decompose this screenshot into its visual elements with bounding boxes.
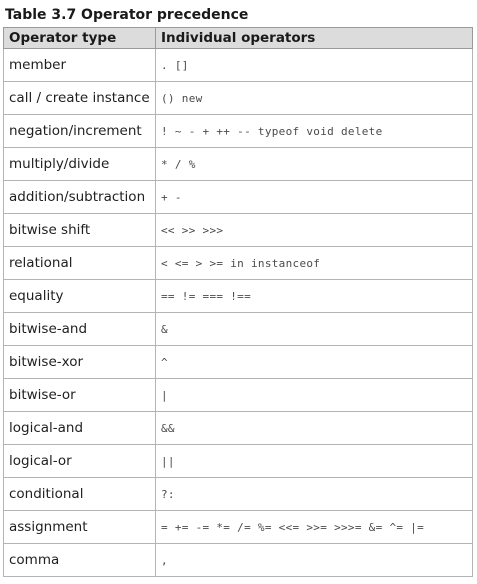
table-row — [4, 214, 473, 247]
operator-type-cell: multiply/divide — [4, 148, 156, 181]
operator-type-cell: bitwise shift — [4, 214, 156, 247]
table-row — [4, 115, 473, 148]
operators-cell: () new — [156, 82, 473, 115]
operator-type-cell: equality — [4, 280, 156, 313]
operator-type-cell: negation/increment — [4, 115, 156, 148]
table-row — [4, 247, 473, 280]
operator-type-cell: bitwise-xor — [4, 346, 156, 379]
operators-cell: + - — [156, 181, 473, 214]
operator-type-cell: member — [4, 49, 156, 82]
operators-cell: == != === !== — [156, 280, 473, 313]
table-row — [4, 313, 473, 346]
table-row — [4, 544, 473, 577]
operators-cell: = += -= *= /= %= <<= >>= >>>= &= ^= |= — [156, 511, 473, 544]
operators-cell: ! ~ - + ++ -- typeof void delete — [156, 115, 473, 148]
operator-type-cell: call / create instance — [4, 82, 156, 115]
table-row — [4, 478, 473, 511]
operators-cell: << >> >>> — [156, 214, 473, 247]
operators-cell: . [] — [156, 49, 473, 82]
table-row — [4, 49, 473, 82]
operator-type-cell: addition/subtraction — [4, 181, 156, 214]
operators-cell: | — [156, 379, 473, 412]
table-row — [4, 412, 473, 445]
operators-cell: & — [156, 313, 473, 346]
operator-type-cell: assignment — [4, 511, 156, 544]
operators-cell: , — [156, 544, 473, 577]
operator-type-cell: bitwise-and — [4, 313, 156, 346]
operator-type-cell: conditional — [4, 478, 156, 511]
column-header-individual-operators: Individual operators — [156, 28, 473, 49]
table-row — [4, 181, 473, 214]
operator-type-cell: logical-or — [4, 445, 156, 478]
operators-cell: ^ — [156, 346, 473, 379]
operators-cell: < <= > >= in instanceof — [156, 247, 473, 280]
table-row — [4, 148, 473, 181]
table-header-row — [4, 28, 473, 49]
table-row — [4, 445, 473, 478]
column-header-operator-type: Operator type — [4, 28, 156, 49]
table-row — [4, 346, 473, 379]
table-row — [4, 511, 473, 544]
table-row — [4, 280, 473, 313]
operators-cell: ?: — [156, 478, 473, 511]
operator-type-cell: logical-and — [4, 412, 156, 445]
operators-cell: || — [156, 445, 473, 478]
operators-cell: * / % — [156, 148, 473, 181]
operators-cell: && — [156, 412, 473, 445]
operator-precedence-table — [3, 27, 473, 577]
operator-type-cell: relational — [4, 247, 156, 280]
table-caption: Table 3.7 Operator precedence — [5, 7, 249, 23]
operator-type-cell: bitwise-or — [4, 379, 156, 412]
table-row — [4, 379, 473, 412]
table-row — [4, 82, 473, 115]
operator-type-cell: comma — [4, 544, 156, 577]
